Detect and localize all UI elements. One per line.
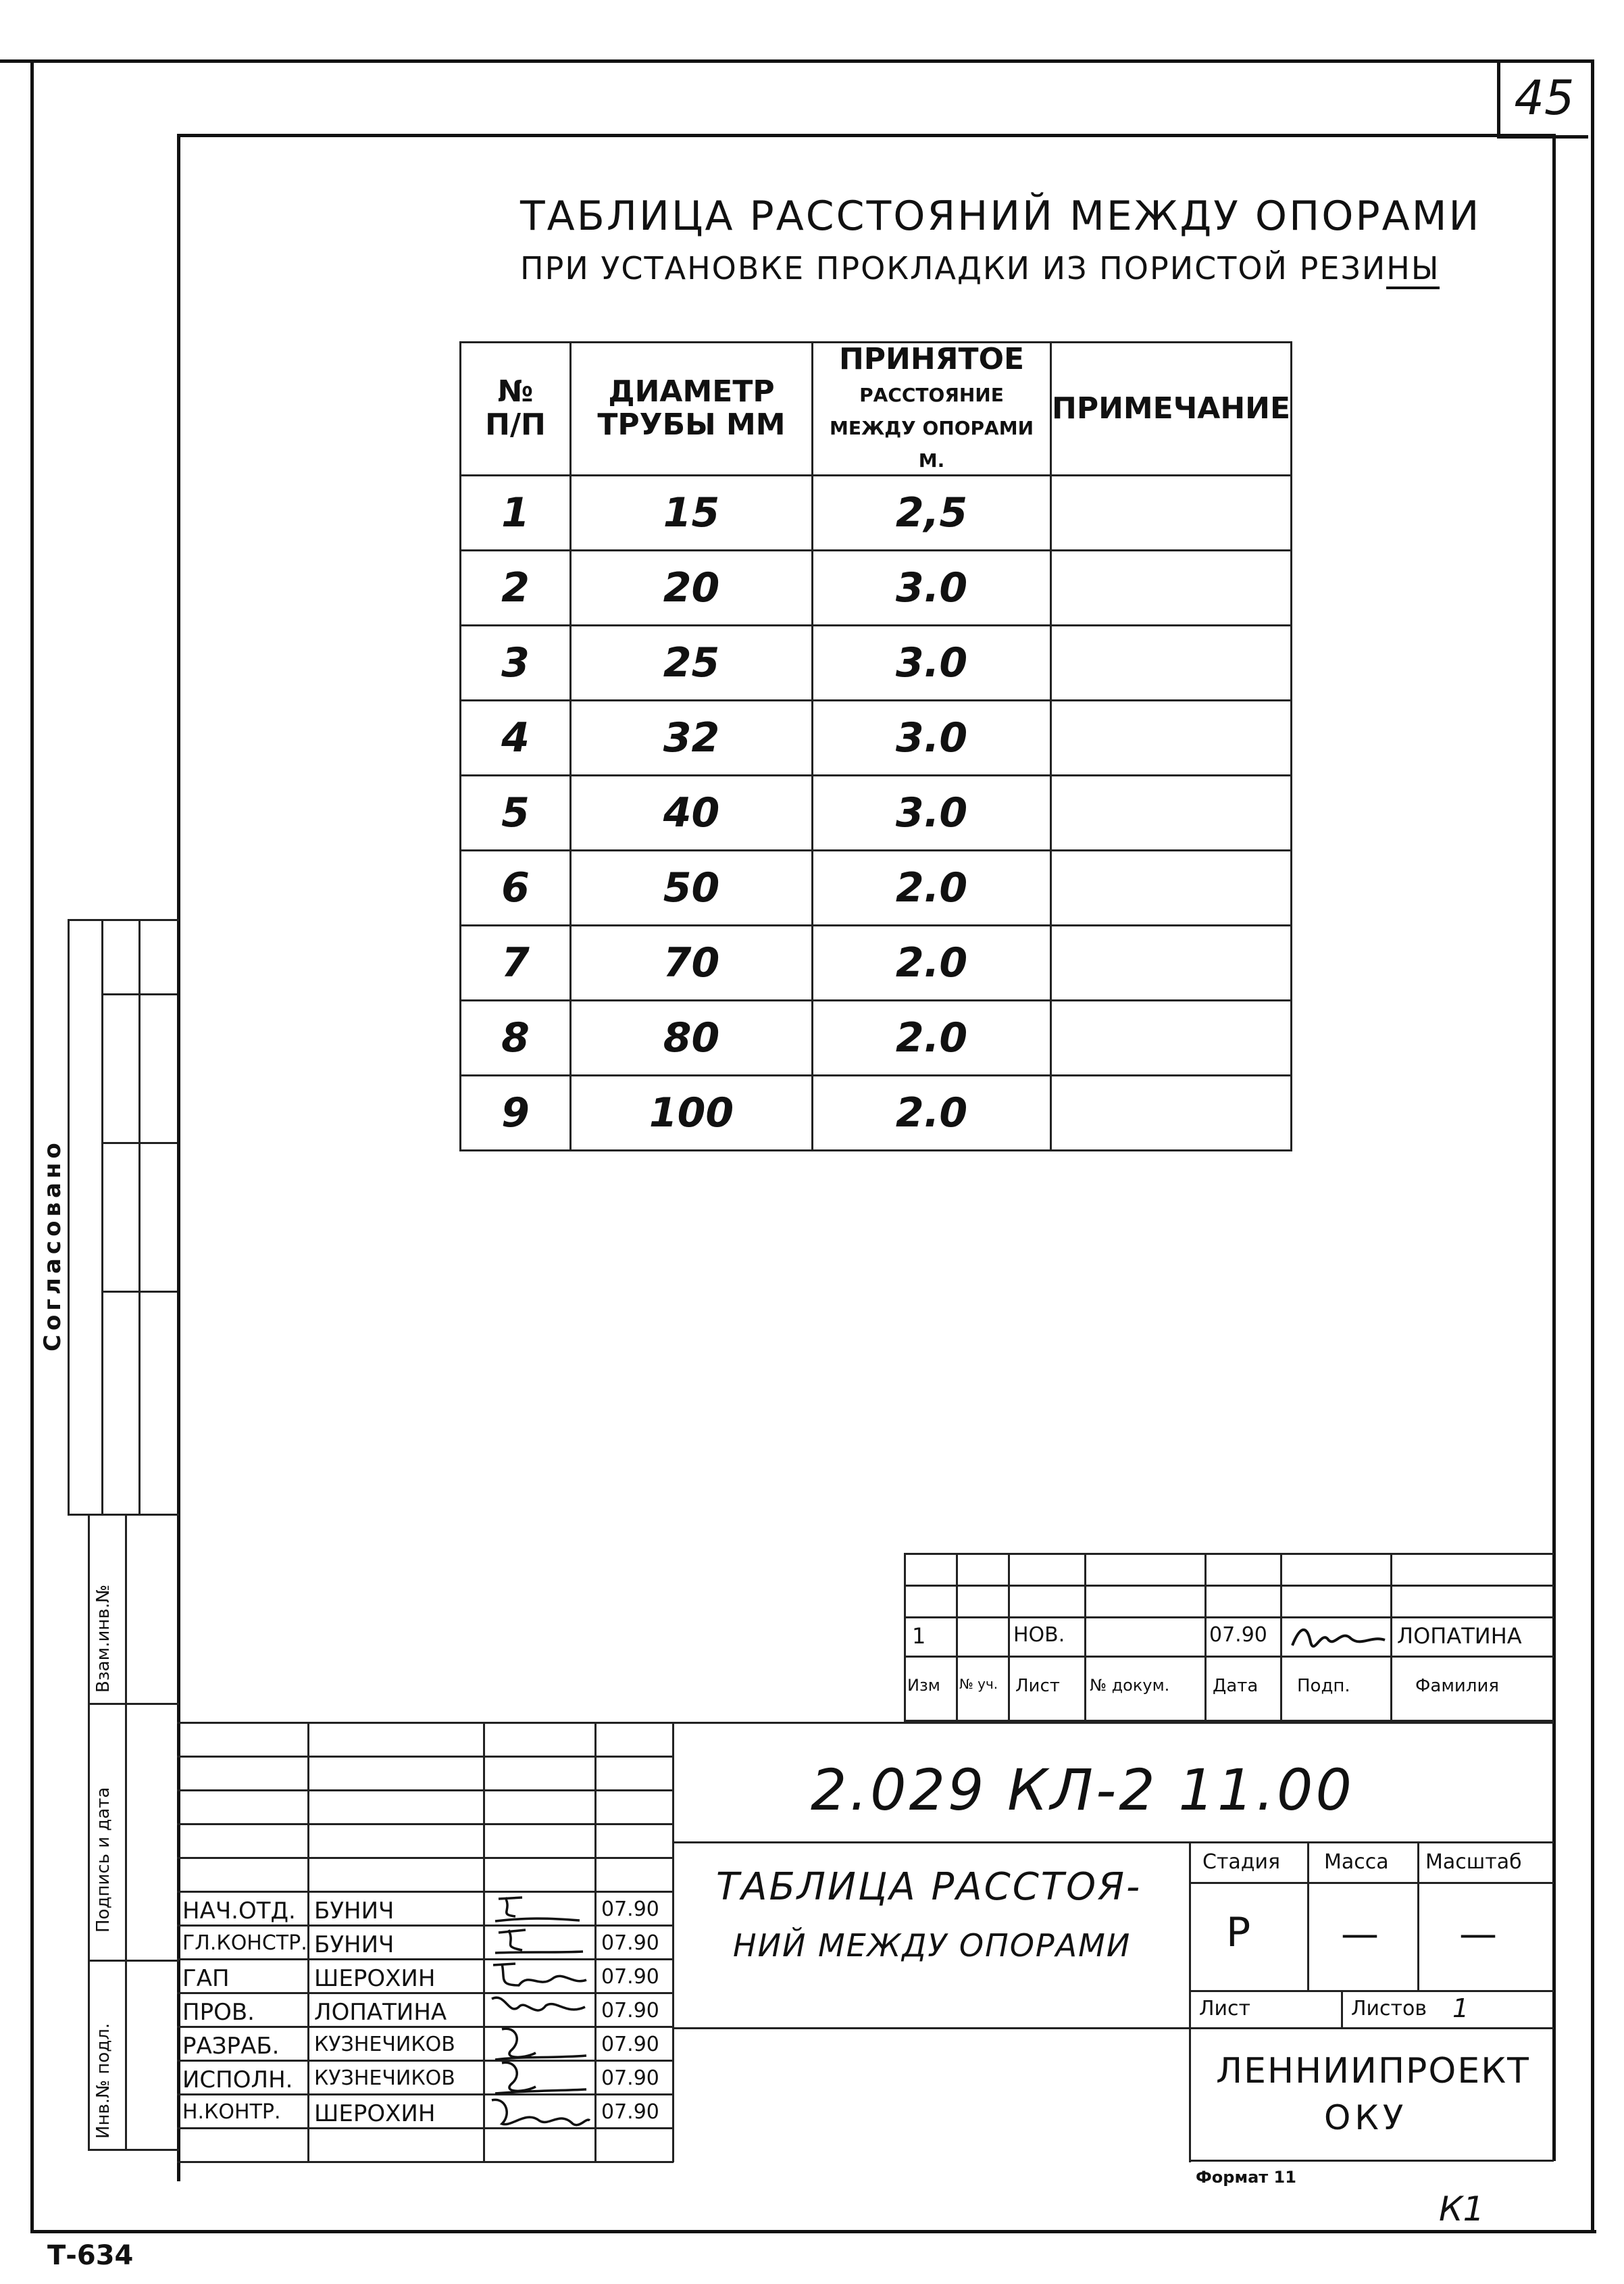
header-diameter-line1: ДИАМЕТР: [608, 374, 775, 409]
subtitle-end: НЫ: [1386, 250, 1440, 289]
sig-row-4: [177, 1992, 674, 1994]
table-row: [461, 850, 1292, 925]
subtitle-main: ПРИ УСТАНОВКЕ ПРОКЛАДКИ ИЗ ПОРИСТОЙ РЕЗИ: [520, 250, 1387, 287]
signatory-name: ШЕРОХИН: [314, 2100, 436, 2127]
org-line1: ЛЕННИИПРОЕКТ: [1216, 2051, 1530, 2091]
scale-label: Масштаб: [1425, 1850, 1522, 1874]
rev-col-2: [1008, 1553, 1010, 1722]
agreed-label: Согласовано: [39, 1139, 66, 1351]
sign-date-label: Подпись и дата: [93, 1787, 113, 1933]
mass-divider: [1307, 1841, 1309, 1990]
cell-diameter: 70: [571, 925, 813, 1000]
cell-number: 7: [461, 925, 571, 1000]
page-title: ТАБЛИЦА РАССТОЯНИЙ МЕЖДУ ОПОРАМИ: [520, 193, 1481, 240]
table-row: [461, 775, 1292, 850]
cell-number: 6: [461, 850, 571, 925]
signatory-name: ШЕРОХИН: [314, 1965, 436, 1992]
signatory-role: ПРОВ.: [182, 1999, 255, 2026]
cell-note: [1051, 925, 1292, 1000]
distance-table: [459, 341, 1292, 1151]
cell-note: [1051, 1000, 1292, 1075]
table-header-row: [461, 343, 1292, 476]
agreed-row-3: [101, 1291, 177, 1293]
cell-note: [1051, 850, 1292, 925]
cell-note: [1051, 700, 1292, 775]
format-label: Формат 11: [1196, 2168, 1296, 2187]
cell-number: 1: [461, 475, 571, 550]
header-distance-line4: М.: [918, 449, 945, 472]
inv-orig-label: Инв.№ подл.: [93, 2022, 113, 2139]
cell-diameter: 100: [571, 1075, 813, 1150]
sig-row-7: [177, 2093, 674, 2095]
sheets-value: 1: [1452, 1993, 1469, 2023]
rev-col-0: [904, 1553, 906, 1722]
signatory-date: 07.90: [601, 1897, 659, 1921]
cell-diameter: 32: [571, 700, 813, 775]
table-row: [461, 625, 1292, 700]
rev-surname: ЛОПАТИНА: [1397, 1623, 1522, 1649]
doc-title-line1: ТАБЛИЦА РАССТОЯ-: [716, 1865, 1142, 1909]
scale-value: —: [1459, 1912, 1497, 1956]
signatory-name: ЛОПАТИНА: [314, 1999, 447, 2026]
cell-diameter: 25: [571, 625, 813, 700]
sheet-number: 45: [1497, 61, 1588, 139]
cell-note: [1051, 475, 1292, 550]
inv-block-bottom: [88, 2149, 179, 2151]
rev-col-6: [1390, 1553, 1392, 1722]
header-number-line2: П/П: [485, 407, 546, 442]
signatory-name: КУЗНЕЧИКОВ: [314, 2033, 455, 2056]
inv-row-1: [88, 1703, 179, 1705]
table-row: [461, 550, 1292, 625]
sig-row-a: [177, 1756, 674, 1758]
rev-col-sign-label: Подп.: [1297, 1676, 1350, 1696]
rev-line-4: [904, 1656, 1554, 1658]
frame-right-inner: [1552, 134, 1556, 2161]
signatory-date: 07.90: [601, 2100, 659, 2124]
cell-number: 2: [461, 550, 571, 625]
cell-number: 5: [461, 775, 571, 850]
sheet-row-bottom: [1189, 2027, 1554, 2029]
agreed-block-top: [68, 919, 179, 921]
agreed-block-bottom: [68, 1514, 179, 1516]
sig-row-3: [177, 1958, 674, 1960]
table-row: [461, 925, 1292, 1000]
table-row: [461, 700, 1292, 775]
header-diameter: [571, 343, 813, 476]
org-line2: ОКУ: [1324, 2098, 1408, 2137]
tb-top: [177, 1722, 1554, 1724]
signatory-role: ИСПОЛН.: [182, 2066, 293, 2093]
frame-left-inner: [177, 134, 180, 2181]
signatory-name: БУНИЧ: [314, 1931, 395, 1958]
inv-block-left: [88, 1514, 90, 2149]
rev-col-3: [1084, 1553, 1086, 1722]
doc-title-line2: НИЙ МЕЖДУ ОПОРАМИ: [733, 1927, 1132, 1964]
corner-mark: К1: [1439, 2189, 1485, 2229]
cell-number: 9: [461, 1075, 571, 1150]
cell-number: 8: [461, 1000, 571, 1075]
cell-distance: 3.0: [813, 700, 1051, 775]
signatory-name: КУЗНЕЧИКОВ: [314, 2066, 455, 2090]
table-row: [461, 1000, 1292, 1075]
signatory-date: 07.90: [601, 2033, 659, 2056]
cell-distance: 2.0: [813, 850, 1051, 925]
stage-value-bottom: [1189, 1990, 1554, 1992]
page-subtitle: [520, 250, 1440, 287]
cell-number: 4: [461, 700, 571, 775]
sig-bottom: [177, 2161, 674, 2163]
header-diameter-line2: ТРУБЫ ММ: [597, 407, 786, 442]
sig-row-5: [177, 2026, 674, 2028]
cell-distance: 2.0: [813, 925, 1051, 1000]
frame-right-outer: [1591, 59, 1594, 2232]
rev-signature: [1287, 1618, 1388, 1659]
cell-note: [1051, 550, 1292, 625]
cell-note: [1051, 625, 1292, 700]
doc-code: 2.029 КЛ-2 11.00: [811, 1757, 1354, 1823]
cell-distance: 3.0: [813, 775, 1051, 850]
sheets-label: Листов: [1351, 1997, 1427, 2020]
agreed-col-1: [101, 919, 103, 1514]
cell-distance: 3.0: [813, 550, 1051, 625]
replace-inv-label: Взам.инв.№: [93, 1585, 113, 1693]
sig-row-1: [177, 1891, 674, 1893]
rev-line-1: [904, 1553, 1554, 1555]
rev-col-5: [1280, 1553, 1282, 1722]
stage-label: Стадия: [1202, 1850, 1281, 1874]
signatory-role: ГЛ.КОНСТР.: [182, 1931, 307, 1955]
cell-diameter: 80: [571, 1000, 813, 1075]
signatory-date: 07.90: [601, 1931, 659, 1955]
scale-divider: [1417, 1841, 1419, 1990]
cell-diameter: 40: [571, 775, 813, 850]
org-bottom: [1189, 2160, 1554, 2162]
sig-row-d: [177, 1857, 674, 1859]
inv-row-2: [88, 1960, 179, 1962]
cell-number: 3: [461, 625, 571, 700]
signatory-date: 07.90: [601, 1999, 659, 2022]
rev-col-doc-label: № докум.: [1090, 1676, 1170, 1695]
inv-block-mid: [125, 1514, 127, 2149]
sig-row-2: [177, 1925, 674, 1927]
doc-code-bottom: [672, 1841, 1554, 1843]
table-row: [461, 475, 1292, 550]
cell-diameter: 20: [571, 550, 813, 625]
cell-diameter: 15: [571, 475, 813, 550]
rev-date: 07.90: [1209, 1623, 1267, 1647]
cell-distance: 2,5: [813, 475, 1051, 550]
header-number-line1: №: [497, 374, 534, 409]
header-distance-line1: ПРИНЯТОЕ: [838, 342, 1025, 376]
agreed-row-2: [101, 1142, 177, 1144]
signatory-name: БУНИЧ: [314, 1897, 395, 1925]
rev-col-izm-label: Изм: [907, 1676, 940, 1695]
header-distance-line3: МЕЖДУ ОПОРАМИ: [829, 416, 1034, 439]
header-distance: [813, 343, 1051, 476]
agreed-block-left: [68, 919, 70, 1514]
rev-col-4: [1204, 1553, 1207, 1722]
frame-left-outer: [30, 59, 34, 2232]
signatory-role: Н.КОНТР.: [182, 2100, 281, 2124]
header-note: ПРИМЕЧАНИЕ: [1051, 343, 1292, 476]
cell-distance: 3.0: [813, 625, 1051, 700]
signature-marks: [485, 1891, 593, 2161]
rev-list: НОВ.: [1013, 1623, 1065, 1647]
rev-line-3: [904, 1616, 1554, 1618]
agreed-col-2: [138, 919, 141, 1514]
signatory-role: ГАП: [182, 1965, 230, 1992]
tb-divider-left: [672, 1722, 674, 2162]
cell-note: [1051, 775, 1292, 850]
cell-note: [1051, 1075, 1292, 1150]
stage-value: Р: [1226, 1909, 1251, 1956]
mass-value: —: [1341, 1912, 1379, 1956]
signatory-role: НАЧ.ОТД.: [182, 1897, 296, 1925]
signatory-date: 07.90: [601, 1965, 659, 1989]
rev-col-date-label: Дата: [1213, 1676, 1259, 1696]
rev-col-uch-label: № уч.: [959, 1676, 998, 1692]
stage-header-bottom: [1189, 1882, 1554, 1884]
cell-diameter: 50: [571, 850, 813, 925]
cell-distance: 2.0: [813, 1075, 1051, 1150]
header-number: [461, 343, 571, 476]
rev-col-1: [956, 1553, 958, 1722]
sheets-divider: [1341, 1990, 1343, 2027]
frame-bottom-outer: [30, 2230, 1596, 2233]
sig-row-c: [177, 1823, 674, 1825]
rev-line-2: [904, 1585, 1554, 1587]
sig-row-6: [177, 2060, 674, 2062]
cell-distance: 2.0: [813, 1000, 1051, 1075]
sheet-label: Лист: [1199, 1997, 1251, 2020]
signatory-role: РАЗРАБ.: [182, 2033, 280, 2060]
signatory-date: 07.90: [601, 2066, 659, 2090]
rev-col-surname-label: Фамилия: [1415, 1676, 1499, 1696]
bottom-code: Т-634: [47, 2240, 134, 2271]
header-distance-line2: РАССТОЯНИЕ: [859, 384, 1004, 407]
mass-label: Масса: [1324, 1850, 1389, 1874]
sig-row-b: [177, 1789, 674, 1791]
frame-top-inner: [177, 134, 1555, 137]
doc-title-bottom: [672, 2027, 1189, 2029]
stage-divider: [1189, 1841, 1191, 2162]
rev-izm: 1: [912, 1623, 926, 1649]
table-row: [461, 1075, 1292, 1150]
rev-col-list-label: Лист: [1015, 1676, 1060, 1696]
sig-row-8: [177, 2127, 674, 2129]
frame-top-outer: [0, 59, 1594, 63]
agreed-row-1: [101, 993, 177, 995]
